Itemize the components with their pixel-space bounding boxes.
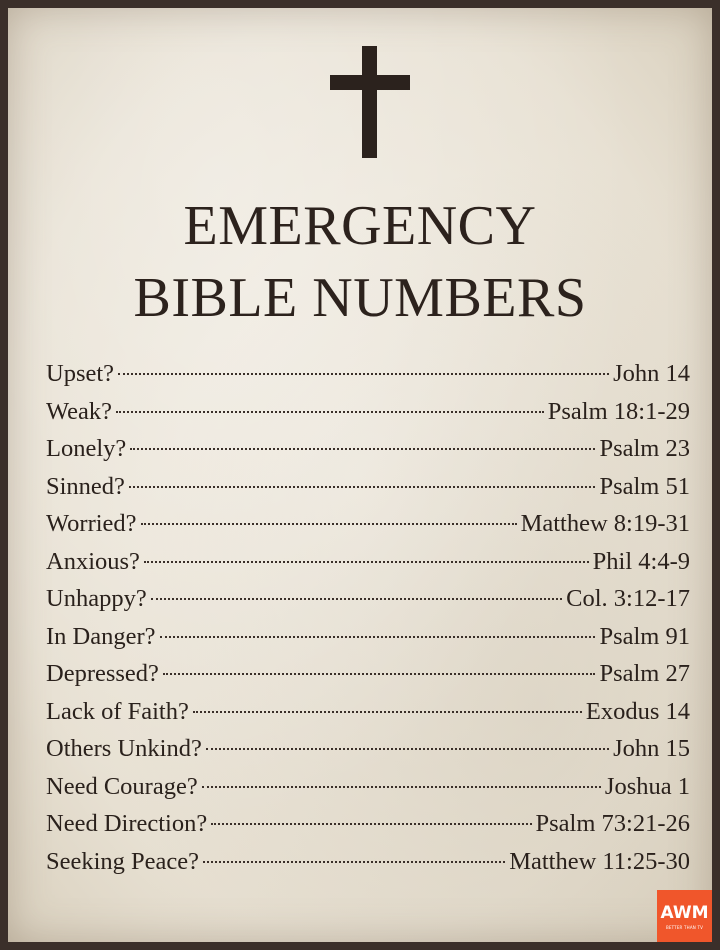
list-item (46, 585, 690, 623)
reference: John 14 (613, 360, 690, 387)
title-line-2: BIBLE NUMBERS (133, 267, 587, 329)
dot-leader (116, 411, 544, 413)
list-item (46, 510, 690, 548)
list-item (46, 698, 690, 736)
question: Others Unkind? (46, 735, 202, 762)
awm-logo (657, 890, 712, 942)
dot-leader (193, 711, 582, 713)
reference: Col. 3:12-17 (566, 585, 690, 612)
reference: Matthew 11:25-30 (509, 847, 690, 875)
list-item (46, 810, 690, 848)
dot-leader (163, 673, 596, 675)
list-item (46, 360, 690, 398)
list-item (46, 660, 690, 698)
question: Lonely? (46, 435, 127, 462)
reference: Psalm 27 (599, 660, 690, 687)
dot-leader (129, 486, 596, 488)
reference: John 15 (613, 735, 690, 762)
question: Need Direction? (46, 810, 208, 837)
list-item (46, 548, 690, 586)
list-item (46, 848, 690, 886)
question: Anxious? (46, 547, 140, 575)
dot-leader (130, 448, 595, 450)
reference: Matthew 8:19-31 (520, 510, 690, 537)
list-item (46, 473, 690, 511)
list-item (46, 398, 690, 436)
reference: Psalm 73:21-26 (535, 810, 690, 837)
entries-list (46, 360, 690, 885)
reference: Psalm 51 (599, 472, 690, 500)
dot-leader (203, 861, 505, 863)
title-line-1: EMERGENCY (183, 195, 537, 257)
logo-tagline: BETTER THAN TV (665, 925, 704, 930)
question: Unhappy? (46, 585, 147, 612)
list-item (46, 735, 690, 773)
dot-leader (144, 561, 589, 563)
dot-leader (202, 786, 601, 788)
question: In Danger? (46, 622, 156, 650)
dot-leader (151, 598, 562, 600)
dot-leader (160, 636, 596, 638)
question: Lack of Faith? (46, 697, 189, 725)
list-item (46, 435, 690, 473)
question: Worried? (46, 510, 137, 537)
question: Weak? (46, 397, 113, 425)
reference: Psalm 91 (599, 622, 690, 650)
reference: Joshua 1 (604, 772, 690, 800)
reference: Psalm 23 (599, 435, 690, 462)
question: Upset? (46, 360, 115, 387)
dot-leader (211, 823, 531, 825)
cross-icon (330, 46, 410, 158)
reference: Psalm 18:1-29 (547, 397, 690, 425)
question: Sinned? (46, 472, 125, 500)
question: Seeking Peace? (46, 847, 200, 875)
list-item (46, 623, 690, 661)
question: Depressed? (46, 660, 159, 687)
poster (8, 8, 712, 942)
reference: Exodus 14 (585, 697, 690, 725)
dot-leader (141, 523, 517, 525)
dot-leader (118, 373, 609, 375)
list-item (46, 773, 690, 811)
reference: Phil 4:4-9 (592, 547, 690, 575)
dot-leader (206, 748, 609, 750)
question: Need Courage? (46, 772, 198, 800)
logo-mark: AWM (660, 903, 709, 923)
